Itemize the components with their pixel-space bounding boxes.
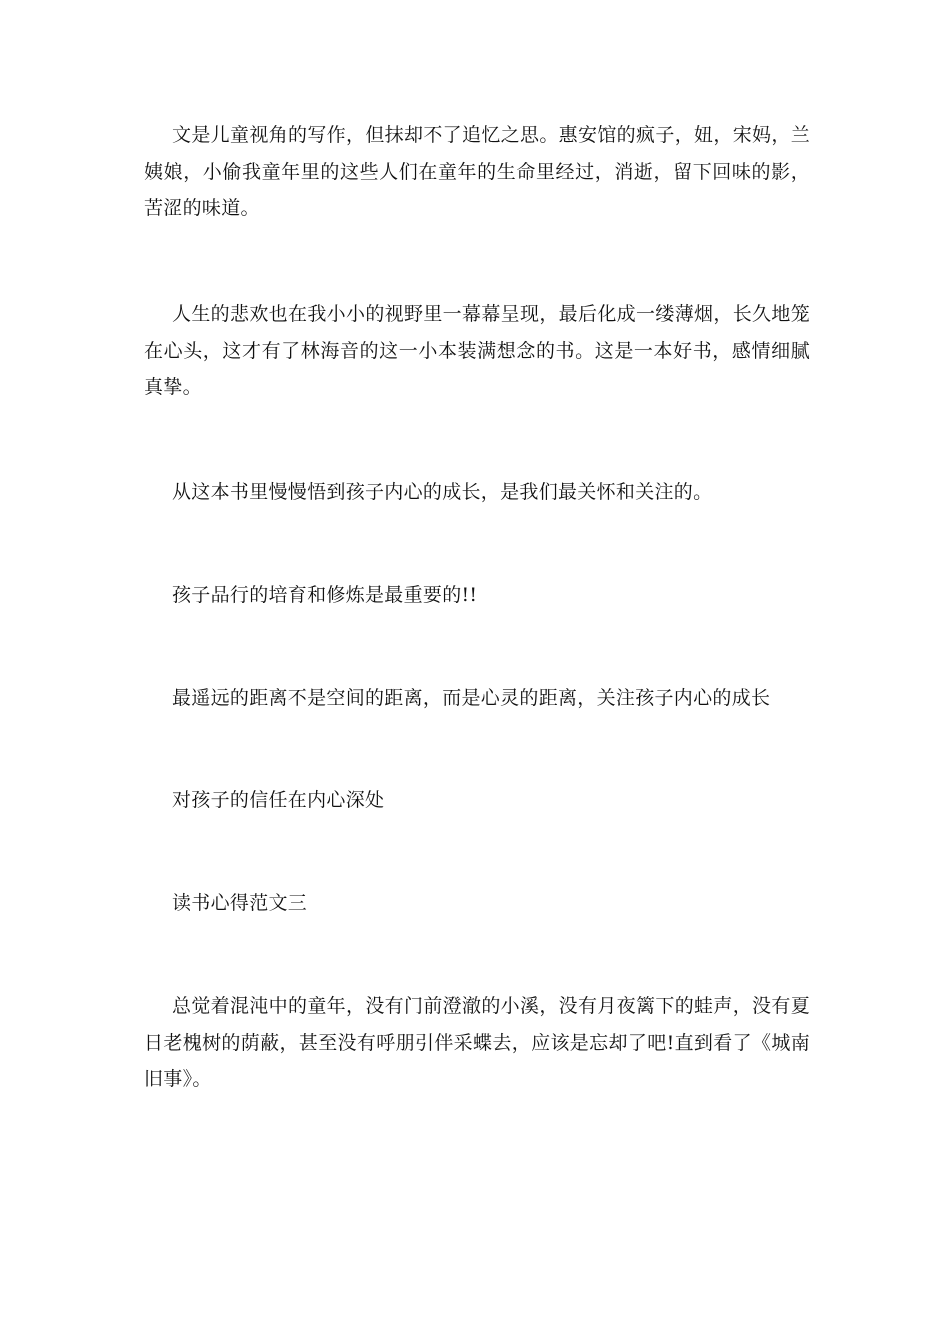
paragraph-childhood-perspective: 文是儿童视角的写作，但抹却不了追忆之思。惠安馆的疯子，妞，宋妈，兰姨娘，小偷我童年里的这些人们在童年的生命里经过，消逝，留下回味的影，苦涩的味道。 bbox=[144, 124, 810, 219]
paragraph-inner-growth: 从这本书里慢慢悟到孩子内心的成长，是我们最关怀和关注的。 bbox=[172, 481, 713, 503]
paragraph-character-cultivation: 孩子品行的培育和修炼是最重要的!! bbox=[172, 584, 478, 606]
paragraph-trust: 对孩子的信任在内心深处 bbox=[172, 789, 385, 811]
section-heading-sample-three: 读书心得范文三 bbox=[172, 892, 308, 914]
paragraph-chaotic-childhood: 总觉着混沌中的童年，没有门前澄澈的小溪，没有月夜篱下的蛙声，没有夏日老槐树的荫蔽，甚至没有呼朋引伴采蝶去，应该是忘却了吧!直到看了《城南旧事》。 bbox=[144, 995, 810, 1090]
paragraph-farthest-distance: 最遥远的距离不是空间的距离，而是心灵的距离，关注孩子内心的成长 bbox=[172, 687, 771, 709]
paragraph-joys-and-sorrows: 人生的悲欢也在我小小的视野里一幕幕呈现，最后化成一缕薄烟，长久地笼在心头，这才有了林海音的这一小本装满想念的书。这是一本好书，感情细腻真挚。 bbox=[144, 303, 810, 398]
